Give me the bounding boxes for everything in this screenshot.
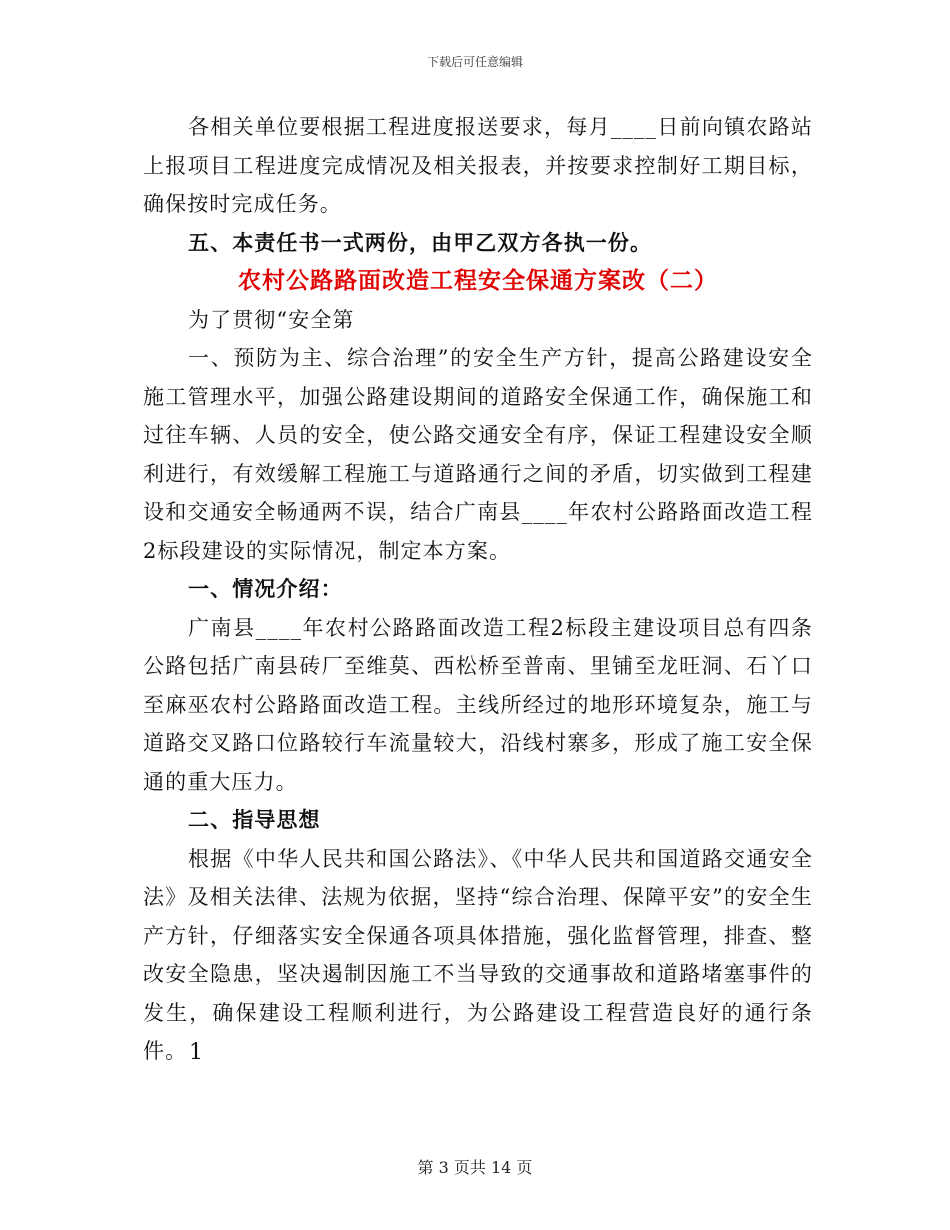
paragraph-policy: 一、预防为主、综合治理”的安全生产方针，提高公路建设安全施工管理水平，加强公路建设期间的道路安全保通工作，确保施工和过往车辆、人员的安全，使公路交通安全有序，保证工程建设安全顺利进行，有效缓解工程施工与道路通行之间的矛盾，切实做到工程建设和交通安全畅通两不误，结合广南县____年农村公路路面改造工程2标段建设的实际情况，制定本方案。 bbox=[143, 346, 813, 563]
section-heading-guiding-thought: 二、指导思想 bbox=[188, 807, 321, 832]
paragraph-situation: 广南县____年农村公路路面改造工程2标段主建设项目总有四条公路包括广南县砖厂至维莫、西松桥至普南、里铺至龙旺洞、石丫口至麻巫农村公路路面改造工程。主线所经过的地形环境复杂，施工与道路交叉路口位路较行车流量较大，沿线村寨多，形成了施工安全保通的重大压力。 bbox=[143, 615, 813, 794]
section-five-heading: 五、本责任书一式两份，由甲乙双方各执一份。 bbox=[188, 229, 653, 255]
document-title: 农村公路路面改造工程安全保通方案改（二） bbox=[238, 267, 718, 294]
paragraph-guiding-thought: 根据《中华人民共和国公路法》、《中华人民共和国道路交通安全法》及相关法律、法规为依据，坚持“综合治理、保障平安”的安全生产方针，仔细落实安全保通各项具体措施，强化监督管理，排查、整改安全隐患，坚决遏制因施工不当导致的交通事故和道路堵塞事件的发生，确保建设工程顺利进行，为公路建设工程营造良好的通行条件。 bbox=[143, 846, 813, 1063]
page-number: 1 bbox=[189, 1040, 203, 1065]
document-body bbox=[143, 108, 813, 1071]
page-footer: 第 3 页共 14 页 bbox=[417, 1158, 533, 1177]
paragraph-intro-fragment: 为了贯彻“安全第 bbox=[188, 307, 355, 332]
section-heading-situation: 一、情况介绍： bbox=[188, 576, 343, 601]
page-header: 下载后可任意编辑 bbox=[426, 55, 523, 69]
paragraph-progress-report: 各相关单位要根据工程进度报送要求，每月____日前向镇农路站上报项目工程进度完成情况及相关报表，并按要求控制好工期目标，确保按时完成任务。 bbox=[143, 115, 813, 216]
